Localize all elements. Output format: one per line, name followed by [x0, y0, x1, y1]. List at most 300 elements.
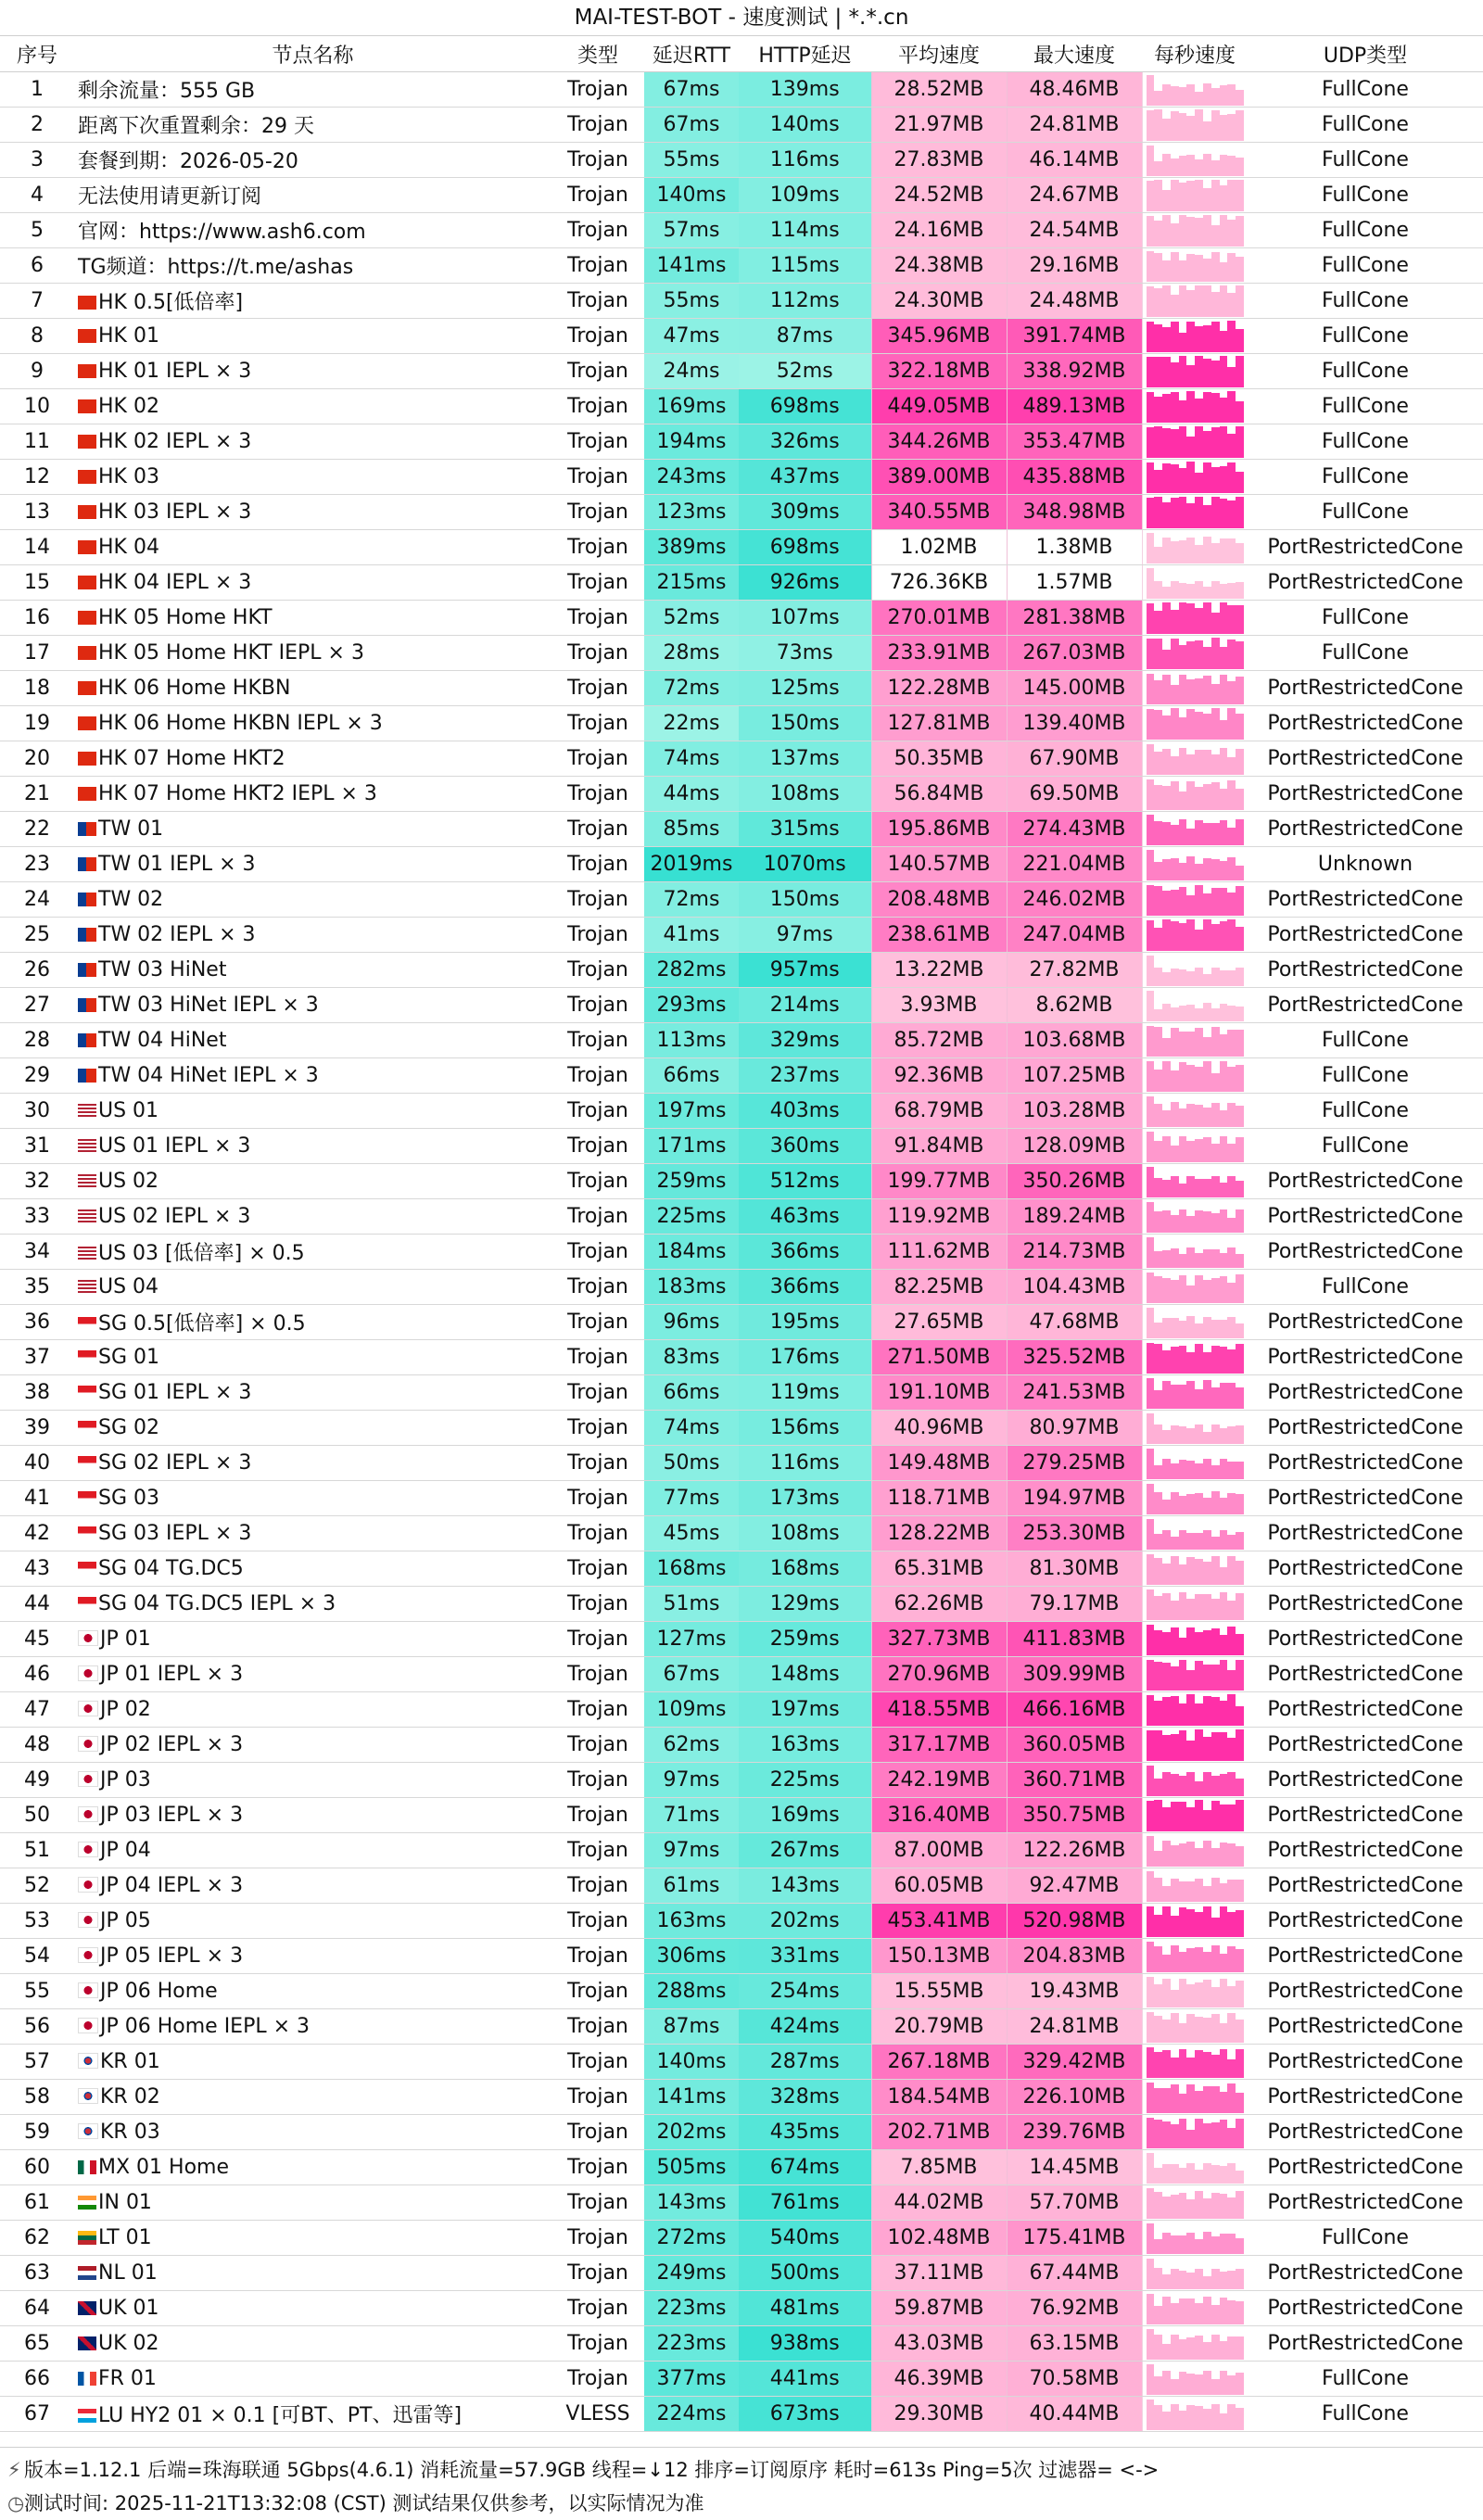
speed-sparkline-bar: [1195, 1982, 1203, 2007]
speed-sparkline-bar: [1147, 1484, 1155, 1513]
node-name-text: LT 01: [98, 2226, 152, 2249]
header-udp-type[interactable]: UDP类型: [1248, 36, 1483, 72]
type-cell: Trojan: [551, 1833, 644, 1868]
flag-us-icon: [78, 1280, 96, 1294]
table-row[interactable]: [0, 1868, 1483, 1904]
per-second-cell: [1142, 882, 1248, 918]
speed-sparkline: [1147, 2046, 1245, 2078]
table-row[interactable]: [0, 1094, 1483, 1129]
table-row[interactable]: [0, 953, 1483, 988]
table-row[interactable]: [0, 1763, 1483, 1798]
speed-sparkline-bar: [1211, 1425, 1220, 1443]
table-row[interactable]: [0, 248, 1483, 284]
table-row[interactable]: [0, 143, 1483, 178]
speed-sparkline-bar: [1162, 1210, 1171, 1232]
table-row[interactable]: [0, 2080, 1483, 2115]
http-latency-cell: 309ms: [739, 495, 871, 530]
header-http-latency[interactable]: HTTP延迟: [739, 36, 871, 72]
table-row[interactable]: [0, 1164, 1483, 1199]
speed-sparkline-bar: [1203, 858, 1211, 880]
speed-sparkline-bar: [1203, 1562, 1211, 1584]
speed-sparkline-bar: [1227, 2163, 1236, 2183]
speed-sparkline-bar: [1227, 293, 1236, 317]
speed-sparkline-bar: [1171, 2195, 1179, 2219]
node-name-cell: [74, 1094, 551, 1129]
max-speed-cell: 8.62MB: [1007, 988, 1142, 1023]
table-row[interactable]: [0, 1129, 1483, 1164]
per-second-cell: [1142, 1023, 1248, 1058]
avg-speed-cell: 140.57MB: [871, 847, 1007, 882]
type-cell: Trojan: [551, 1798, 644, 1833]
speed-sparkline-bar: [1195, 1912, 1203, 1936]
speed-sparkline-bar: [1195, 356, 1203, 387]
flag-jp-icon: [78, 1912, 98, 1928]
avg-speed-cell: 92.36MB: [871, 1058, 1007, 1094]
udp-type-cell: PortRestrictedCone: [1248, 1974, 1483, 2009]
node-name-cell: [74, 1587, 551, 1622]
rtt-cell: 41ms: [644, 918, 739, 953]
table-row[interactable]: [0, 72, 1483, 108]
speed-sparkline-bar: [1211, 1465, 1220, 1479]
table-row[interactable]: [0, 284, 1483, 319]
node-name-cell: [74, 72, 551, 108]
speed-sparkline-bar: [1195, 930, 1203, 950]
header-avg-speed[interactable]: 平均速度: [871, 36, 1007, 72]
flag-mx-icon: [78, 2160, 96, 2174]
rtt-cell: 85ms: [644, 812, 739, 847]
speed-sparkline-bar: [1203, 431, 1211, 458]
speed-sparkline-bar: [1211, 88, 1220, 105]
node-name-text: SG 0.5[低倍率] × 0.5: [98, 1312, 306, 1336]
speed-sparkline-bar: [1154, 161, 1162, 176]
max-speed-cell: 67.90MB: [1007, 741, 1142, 777]
speed-sparkline-bar: [1195, 159, 1203, 176]
speed-sparkline-bar: [1162, 119, 1171, 141]
speed-sparkline-bar: [1195, 2017, 1203, 2042]
speed-sparkline-bar: [1147, 603, 1155, 633]
speed-sparkline-bar: [1195, 968, 1203, 985]
table-row[interactable]: [0, 918, 1483, 953]
node-name-cell: [74, 1446, 551, 1481]
udp-type-cell: PortRestrictedCone: [1248, 1798, 1483, 1833]
avg-speed-cell: 191.10MB: [871, 1375, 1007, 1411]
http-latency-cell: 437ms: [739, 460, 871, 495]
type-cell: Trojan: [551, 1375, 644, 1411]
speed-sparkline-bar: [1195, 787, 1203, 809]
speed-sparkline-bar: [1186, 1461, 1195, 1479]
table-row[interactable]: [0, 777, 1483, 812]
header-node-name[interactable]: 节点名称: [74, 36, 551, 72]
max-speed-cell: 70.58MB: [1007, 2362, 1142, 2397]
speed-sparkline: [1147, 321, 1245, 352]
speed-sparkline-bar: [1171, 581, 1179, 598]
speed-sparkline-bar: [1179, 1032, 1187, 1056]
avg-speed-cell: 453.41MB: [871, 1904, 1007, 1939]
table-row[interactable]: [0, 1798, 1483, 1833]
rtt-cell: 52ms: [644, 601, 739, 636]
node-name-cell: [74, 213, 551, 248]
speed-sparkline: [1147, 109, 1245, 141]
speed-sparkline: [1147, 1976, 1245, 2007]
index-cell: 39: [0, 1411, 74, 1446]
speed-sparkline: [1147, 2328, 1245, 2360]
speed-sparkline-bar: [1179, 1979, 1187, 2007]
per-second-cell: [1142, 988, 1248, 1023]
http-latency-cell: 87ms: [739, 319, 871, 354]
table-row[interactable]: [0, 671, 1483, 706]
speed-sparkline-bar: [1186, 971, 1195, 985]
speed-sparkline-bar: [1147, 568, 1155, 598]
per-second-cell: [1142, 2397, 1248, 2432]
speed-sparkline-bar: [1203, 505, 1211, 528]
speed-sparkline-bar: [1211, 1987, 1220, 2007]
speed-sparkline-bar: [1236, 1660, 1244, 1691]
type-cell: Trojan: [551, 2080, 644, 2115]
speed-sparkline-bar: [1171, 322, 1179, 352]
table-row[interactable]: [0, 354, 1483, 389]
table-row[interactable]: [0, 1551, 1483, 1587]
table-row[interactable]: [0, 2150, 1483, 2185]
node-name-text: TW 02: [98, 888, 164, 911]
speed-sparkline-bar: [1211, 1346, 1220, 1374]
table-row[interactable]: [0, 988, 1483, 1023]
table-row[interactable]: [0, 2397, 1483, 2432]
speed-sparkline-bar: [1186, 1533, 1195, 1549]
speed-sparkline-bar: [1162, 1061, 1171, 1092]
table-row[interactable]: [0, 1622, 1483, 1657]
speed-sparkline-bar: [1211, 427, 1220, 458]
speed-sparkline-bar: [1195, 1800, 1203, 1831]
table-row[interactable]: [0, 847, 1483, 882]
speed-sparkline-bar: [1211, 1556, 1220, 1584]
speed-sparkline-bar: [1186, 1807, 1195, 1831]
per-second-cell: [1142, 2256, 1248, 2291]
avg-speed-cell: 20.79MB: [871, 2009, 1007, 2045]
type-cell: Trojan: [551, 2185, 644, 2221]
node-name-cell: [74, 636, 551, 671]
speed-sparkline-bar: [1211, 782, 1220, 809]
max-speed-cell: 27.82MB: [1007, 953, 1142, 988]
table-row[interactable]: [0, 565, 1483, 601]
rtt-cell: 67ms: [644, 108, 739, 143]
table-row[interactable]: [0, 2291, 1483, 2326]
flag-sg-icon: [78, 1562, 96, 1576]
speed-sparkline-bar: [1220, 789, 1228, 809]
speed-sparkline-bar: [1236, 1706, 1244, 1726]
table-row[interactable]: [0, 1305, 1483, 1340]
udp-type-cell: PortRestrictedCone: [1248, 1622, 1483, 1657]
table-row[interactable]: [0, 1340, 1483, 1375]
speed-sparkline-bar: [1147, 2153, 1155, 2183]
table-row[interactable]: [0, 530, 1483, 565]
speed-sparkline-bar: [1211, 2122, 1220, 2148]
speed-sparkline-bar: [1147, 850, 1155, 880]
table-row[interactable]: [0, 108, 1483, 143]
footer-line-time: ◷测试时间: 2025-11-21T13:32:08 (CST) 测试结果仅供参考，以实际情况为准: [7, 2487, 1476, 2520]
table-row[interactable]: [0, 2221, 1483, 2256]
index-cell: 61: [0, 2185, 74, 2221]
index-cell: 12: [0, 460, 74, 495]
speed-sparkline-bar: [1179, 1275, 1187, 1303]
avg-speed-cell: 322.18MB: [871, 354, 1007, 389]
http-latency-cell: 116ms: [739, 1446, 871, 1481]
speed-sparkline-bar: [1203, 602, 1211, 634]
speed-sparkline-bar: [1236, 1106, 1244, 1126]
speed-sparkline-bar: [1227, 1462, 1236, 1479]
speed-sparkline-bar: [1203, 1772, 1211, 1796]
header-max-speed[interactable]: 最大速度: [1007, 36, 1142, 72]
table-row[interactable]: [0, 1199, 1483, 1235]
window-title: MAI-TEST-BOT - 速度测试 | *.*.cn: [0, 0, 1483, 36]
table-row[interactable]: [0, 1375, 1483, 1411]
http-latency-cell: 331ms: [739, 1939, 871, 1974]
per-second-cell: [1142, 636, 1248, 671]
table-row[interactable]: [0, 1728, 1483, 1763]
speed-sparkline-bar: [1171, 2379, 1179, 2395]
max-speed-cell: 175.41MB: [1007, 2221, 1142, 2256]
index-cell: 51: [0, 1833, 74, 1868]
table-row[interactable]: [0, 741, 1483, 777]
header-index[interactable]: 序号: [0, 36, 74, 72]
table-row[interactable]: [0, 1058, 1483, 1094]
speed-sparkline-bar: [1203, 1280, 1211, 1302]
speed-sparkline-bar: [1211, 1848, 1220, 1867]
speed-sparkline: [1147, 2399, 1245, 2430]
rtt-cell: 127ms: [644, 1622, 739, 1657]
avg-speed-cell: 27.83MB: [871, 143, 1007, 178]
speed-sparkline-bar: [1147, 181, 1155, 210]
speed-sparkline-bar: [1211, 1665, 1220, 1691]
speed-sparkline-bar: [1211, 2165, 1220, 2183]
table-row[interactable]: [0, 1481, 1483, 1516]
max-speed-cell: 281.38MB: [1007, 601, 1142, 636]
node-name-text: SG 02 IEPL × 3: [98, 1451, 252, 1475]
speed-sparkline: [1147, 1624, 1245, 1655]
speed-sparkline-bar: [1179, 819, 1187, 845]
table-row[interactable]: [0, 2185, 1483, 2221]
speed-sparkline-bar: [1220, 1253, 1228, 1268]
table-row[interactable]: [0, 1939, 1483, 1974]
speed-sparkline-bar: [1227, 391, 1236, 423]
speed-sparkline-bar: [1203, 2342, 1211, 2359]
speed-sparkline-bar: [1220, 1906, 1228, 1936]
speed-sparkline-bar: [1186, 2130, 1195, 2147]
table-row[interactable]: [0, 2009, 1483, 2045]
table-row[interactable]: [0, 1516, 1483, 1551]
speed-sparkline-bar: [1171, 1879, 1179, 1902]
table-row[interactable]: [0, 495, 1483, 530]
rtt-cell: 72ms: [644, 882, 739, 918]
avg-speed-cell: 65.31MB: [871, 1551, 1007, 1587]
table-row[interactable]: [0, 601, 1483, 636]
speed-sparkline-bar: [1220, 1660, 1228, 1690]
speed-sparkline-bar: [1147, 1132, 1155, 1161]
max-speed-cell: 221.04MB: [1007, 847, 1142, 882]
speed-sparkline-bar: [1220, 115, 1228, 141]
speed-sparkline-bar: [1211, 2305, 1220, 2324]
speed-sparkline-bar: [1186, 2273, 1195, 2289]
table-row[interactable]: [0, 424, 1483, 460]
speed-sparkline-bar: [1236, 1181, 1244, 1197]
table-row[interactable]: [0, 1587, 1483, 1622]
node-name-cell: [74, 1974, 551, 2009]
rtt-cell: 66ms: [644, 1058, 739, 1094]
speed-sparkline-bar: [1211, 888, 1220, 916]
speed-sparkline-bar: [1227, 1912, 1236, 1937]
table-row[interactable]: [0, 1411, 1483, 1446]
type-cell: Trojan: [551, 1270, 644, 1305]
speed-sparkline-bar: [1154, 1276, 1162, 1303]
table-row[interactable]: [0, 1692, 1483, 1728]
table-row[interactable]: [0, 2115, 1483, 2150]
speed-sparkline-bar: [1186, 2233, 1195, 2254]
speed-sparkline-bar: [1186, 1627, 1195, 1655]
speed-sparkline-bar: [1147, 498, 1155, 527]
rtt-cell: 45ms: [644, 1516, 739, 1551]
udp-type-cell: FullCone: [1248, 1270, 1483, 1305]
table-row[interactable]: [0, 1446, 1483, 1481]
node-name-cell: [74, 1939, 551, 1974]
header-rtt[interactable]: 延迟RTT: [644, 36, 739, 72]
node-name-cell: [74, 248, 551, 284]
per-second-cell: [1142, 706, 1248, 741]
table-row[interactable]: [0, 2256, 1483, 2291]
speed-sparkline-bar: [1147, 2223, 1155, 2253]
node-name-text: HK 04 IEPL × 3: [98, 571, 252, 594]
speed-sparkline-bar: [1171, 610, 1179, 634]
per-second-cell: [1142, 2326, 1248, 2362]
speed-sparkline-bar: [1220, 647, 1228, 668]
table-row[interactable]: [0, 2362, 1483, 2397]
avg-speed-cell: 50.35MB: [871, 741, 1007, 777]
speed-sparkline-bar: [1203, 974, 1211, 986]
speed-sparkline-bar: [1227, 1986, 1236, 2007]
speed-sparkline-bar: [1211, 292, 1220, 317]
speed-sparkline-bar: [1220, 155, 1228, 176]
speed-sparkline-bar: [1236, 819, 1244, 845]
udp-type-cell: PortRestrictedCone: [1248, 1305, 1483, 1340]
type-cell: Trojan: [551, 1657, 644, 1692]
speed-sparkline-bar: [1236, 1880, 1244, 1902]
http-latency-cell: 119ms: [739, 1375, 871, 1411]
table-row[interactable]: [0, 1974, 1483, 2009]
speed-sparkline-bar: [1211, 2335, 1220, 2360]
speed-sparkline-bar: [1220, 1732, 1228, 1761]
index-cell: 31: [0, 1129, 74, 1164]
rtt-cell: 83ms: [644, 1340, 739, 1375]
speed-sparkline-bar: [1220, 748, 1228, 775]
table-row[interactable]: [0, 812, 1483, 847]
flag-kr-icon: [78, 2123, 98, 2139]
node-name-text: HK 05 Home HKT IEPL × 3: [98, 641, 364, 665]
flag-tw-icon: [78, 1033, 96, 1047]
header-type[interactable]: 类型: [551, 36, 644, 72]
node-name-text: TW 04 HiNet: [98, 1029, 227, 1052]
speed-sparkline-bar: [1154, 1104, 1162, 1127]
speed-sparkline: [1147, 2082, 1245, 2113]
table-row[interactable]: [0, 636, 1483, 671]
speed-sparkline-bar: [1147, 216, 1155, 246]
table-row[interactable]: [0, 1270, 1483, 1305]
table-row[interactable]: [0, 389, 1483, 424]
speed-sparkline-bar: [1186, 1005, 1195, 1021]
speed-sparkline-bar: [1220, 2234, 1228, 2253]
speed-sparkline-bar: [1220, 2298, 1228, 2324]
speed-sparkline-bar: [1211, 1945, 1220, 1971]
http-latency-cell: 698ms: [739, 389, 871, 424]
speed-sparkline-bar: [1211, 1073, 1220, 1092]
udp-type-cell: PortRestrictedCone: [1248, 918, 1483, 953]
flag-sg-icon: [78, 1456, 96, 1470]
speed-sparkline-bar: [1179, 1108, 1187, 1126]
speed-sparkline-bar: [1179, 540, 1187, 564]
node-name-text: HK 04: [98, 536, 159, 559]
table-row[interactable]: [0, 1023, 1483, 1058]
avg-speed-cell: 119.92MB: [871, 1199, 1007, 1235]
table-row[interactable]: [0, 2326, 1483, 2362]
table-row[interactable]: [0, 882, 1483, 918]
speed-sparkline: [1147, 74, 1245, 106]
speed-sparkline-bar: [1195, 92, 1203, 106]
node-name-cell: [74, 424, 551, 460]
table-row[interactable]: [0, 1235, 1483, 1270]
rtt-cell: 123ms: [644, 495, 739, 530]
node-name-cell: [74, 1798, 551, 1833]
type-cell: Trojan: [551, 1058, 644, 1094]
table-row[interactable]: [0, 460, 1483, 495]
avg-speed-cell: 85.72MB: [871, 1023, 1007, 1058]
per-second-cell: [1142, 777, 1248, 812]
node-name-text: HK 02: [98, 395, 159, 418]
node-name-text: HK 06 Home HKBN: [98, 677, 291, 700]
per-second-cell: [1142, 2185, 1248, 2221]
speed-sparkline-bar: [1162, 1979, 1171, 2007]
speed-sparkline-bar: [1211, 1103, 1220, 1127]
table-row[interactable]: [0, 319, 1483, 354]
table-row[interactable]: [0, 213, 1483, 248]
flag-nl-icon: [78, 2266, 96, 2280]
table-row[interactable]: [0, 1657, 1483, 1692]
avg-speed-cell: 317.17MB: [871, 1728, 1007, 1763]
avg-speed-cell: 128.22MB: [871, 1516, 1007, 1551]
speed-sparkline-bar: [1186, 2298, 1195, 2324]
speed-sparkline-bar: [1147, 1273, 1155, 1302]
speed-sparkline-bar: [1154, 821, 1162, 845]
table-row[interactable]: [0, 1904, 1483, 1939]
speed-sparkline-bar: [1171, 158, 1179, 175]
table-row[interactable]: [0, 1833, 1483, 1868]
speed-sparkline-bar: [1154, 1630, 1162, 1655]
speed-sparkline-bar: [1195, 1848, 1203, 1866]
table-row[interactable]: [0, 2045, 1483, 2080]
speed-sparkline-bar: [1186, 709, 1195, 740]
type-cell: Trojan: [551, 1023, 644, 1058]
type-cell: Trojan: [551, 530, 644, 565]
speed-sparkline-bar: [1162, 602, 1171, 634]
speed-sparkline-bar: [1154, 611, 1162, 633]
speed-sparkline-bar: [1236, 1425, 1244, 1444]
speed-sparkline-bar: [1179, 215, 1187, 247]
rtt-cell: 225ms: [644, 1199, 739, 1235]
speed-sparkline-bar: [1186, 603, 1195, 633]
avg-speed-cell: 149.48MB: [871, 1446, 1007, 1481]
speed-sparkline-bar: [1147, 885, 1155, 915]
per-second-cell: [1142, 1904, 1248, 1939]
flag-lu-icon: [78, 2409, 96, 2423]
table-row[interactable]: [0, 178, 1483, 213]
table-row[interactable]: [0, 706, 1483, 741]
header-per-second-speed[interactable]: 每秒速度: [1142, 36, 1248, 72]
